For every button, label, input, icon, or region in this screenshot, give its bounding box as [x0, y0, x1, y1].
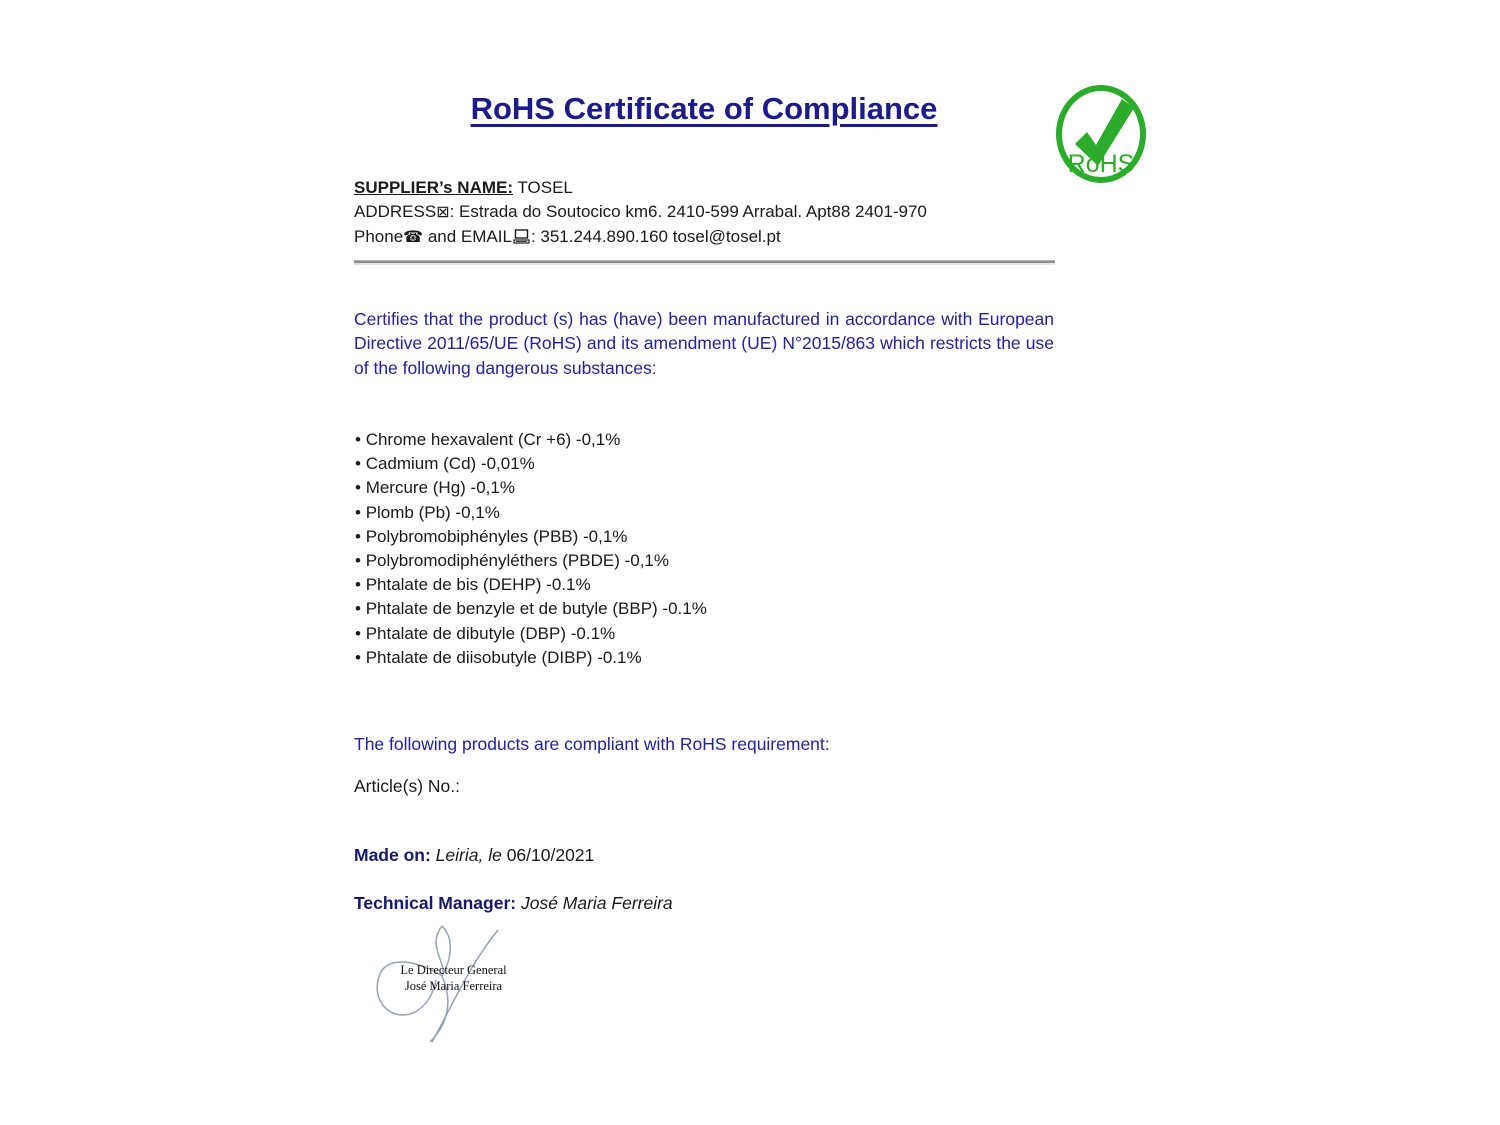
supplier-name-line — [354, 176, 1058, 200]
supplier-address-line — [354, 200, 1058, 225]
signature-title: Le Directeur General — [400, 963, 507, 977]
address-label: ADDRESS — [354, 202, 437, 221]
made-on-date: 06/10/2021 — [506, 845, 595, 865]
list-item: • Phtalate de dibutyle (DBP) -0.1% — [355, 622, 707, 646]
email-label: and EMAIL — [423, 227, 512, 246]
rohs-logo — [1053, 83, 1149, 185]
page-title — [354, 90, 1054, 134]
rohs-logo-label: RoHS — [1067, 150, 1135, 178]
list-item: • Plomb (Pb) -0,1% — [355, 501, 707, 525]
horizontal-divider — [354, 260, 1055, 265]
list-item: • Mercure (Hg) -0,1% — [355, 476, 707, 500]
technical-manager-line — [354, 893, 673, 914]
made-on-label: Made on: — [354, 845, 431, 865]
list-item: • Polybromobiphényles (PBB) -0,1% — [355, 525, 707, 549]
made-on-place: Leiria, le — [430, 845, 507, 865]
list-item: • Phtalate de bis (DEHP) -0.1% — [355, 573, 707, 597]
phone-icon: ☎ — [403, 229, 424, 246]
supplier-block — [354, 176, 1058, 250]
signature-text — [386, 962, 521, 994]
list-item: • Phtalate de diisobutyle (DIBP) -0.1% — [355, 646, 707, 670]
list-item: • Polybromodiphényléthers (PBDE) -0,1% — [355, 549, 707, 573]
made-on-line — [354, 845, 594, 866]
contact-value: : 351.244.890.160 tosel@tosel.pt — [530, 227, 781, 246]
signature-name: José Maria Ferreira — [404, 979, 503, 993]
compliance-statement: The following products are compliant with RoHS requirement: — [354, 734, 830, 754]
technical-manager-name: José Maria Ferreira — [516, 893, 673, 913]
supplier-name-label: SUPPLIER’s NAME: — [354, 178, 514, 197]
substances-list — [355, 428, 707, 670]
technical-manager-label: Technical Manager: — [354, 893, 517, 913]
signature-block — [356, 920, 516, 1050]
article-number-label: Article(s) No.: — [354, 776, 460, 796]
supplier-contact-line — [354, 225, 1058, 250]
list-item: • Chrome hexavalent (Cr +6) -0,1% — [355, 428, 707, 452]
envelope-icon: ⊠ — [436, 204, 450, 221]
address-value: : Estrada do Soutocico km6. 2410-599 Arrabal. Apt88 2401-970 — [449, 202, 927, 221]
rohs-checkmark-icon — [1053, 83, 1149, 185]
supplier-name-value: TOSEL — [513, 178, 573, 197]
certification-paragraph: Certifies that the product (s) has (have) been manufactured in accordance with European Directive 2011/65/UE (RoHS) and its amendment (UE) N°2015/863 which restricts the use of the following dangerous substances: — [354, 309, 1054, 378]
page-title-text: RoHS Certificate of Compliance — [470, 91, 938, 126]
list-item: • Phtalate de benzyle et de butyle (BBP) -0.1% — [355, 597, 707, 621]
phone-label: Phone — [354, 227, 404, 246]
computer-icon — [513, 229, 530, 244]
list-item: • Cadmium (Cd) -0,01% — [355, 452, 707, 476]
